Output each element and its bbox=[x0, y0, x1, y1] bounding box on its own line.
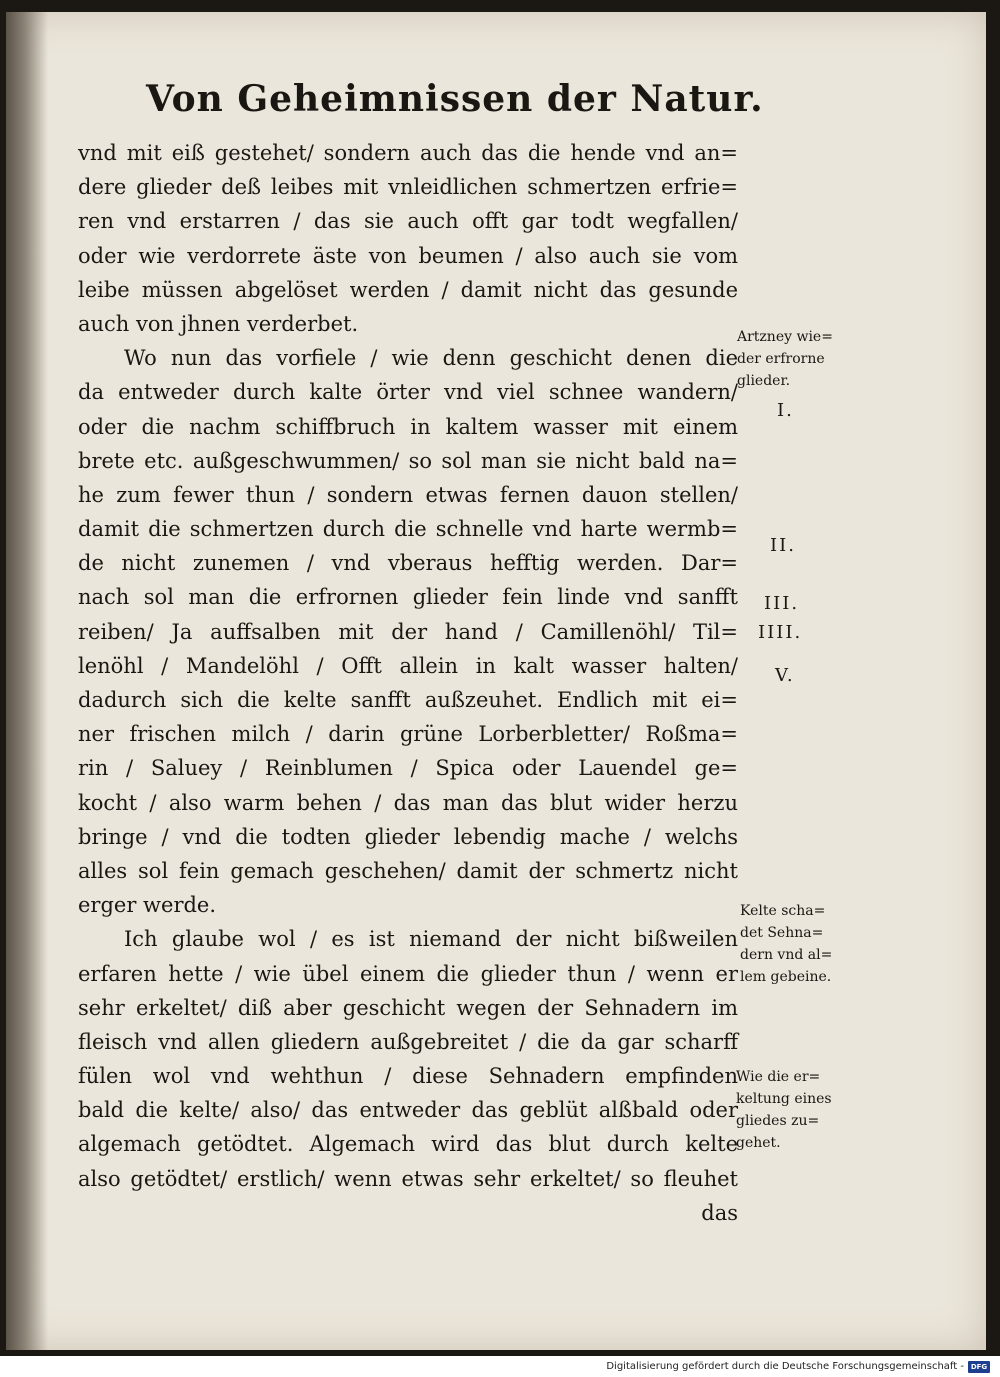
body-line: reiben/ Ja auffsalben mit der hand / Camillenöhl/ Til= bbox=[78, 619, 738, 644]
footer-bar bbox=[0, 1356, 1000, 1377]
marginal-note bbox=[740, 900, 832, 988]
body-line: leibe müssen abgelöset werden / damit nicht das gesunde bbox=[78, 277, 738, 302]
marginal-note-line: gehet. bbox=[736, 1135, 781, 1151]
body-line: ner frischen milch / darin grüne Lorberbletter/ Roßma= bbox=[78, 722, 738, 747]
body-line: Wo nun das vorfiele / wie denn geschicht denen die bbox=[124, 346, 738, 371]
body-line: oder die nachm schiffbruch in kaltem wasser mit einem bbox=[78, 414, 738, 439]
body-line: brete etc. außgeschwummen/ so sol man sie nicht bald na= bbox=[78, 448, 738, 473]
body-line: he zum fewer thun / sondern etwas fernen dauon stellen/ bbox=[78, 482, 738, 507]
section-numeral: I. bbox=[777, 400, 794, 421]
body-line: auch von jhnen verderbet. bbox=[78, 311, 359, 336]
body-line: de nicht zunemen / vnd vberaus hefftig werden. Dar= bbox=[78, 551, 738, 576]
body-line: oder wie verdorrete äste von beumen / also auch sie vom bbox=[78, 243, 738, 268]
section-numeral: II. bbox=[770, 535, 796, 556]
marginal-note-line: gliedes zu= bbox=[736, 1113, 820, 1129]
marginal-note bbox=[736, 1066, 832, 1154]
section-numeral: IIII. bbox=[758, 622, 803, 643]
body-line: ren vnd erstarren / das sie auch offt gar todt wegfallen/ bbox=[78, 209, 738, 234]
body-line: dadurch sich die kelte sanfft außzeuhet. Endlich mit ei= bbox=[78, 688, 738, 712]
body-line: da entweder durch kalte örter vnd viel schnee wandern/ bbox=[78, 380, 738, 405]
funding-notice: Digitalisierung gefördert durch die Deutsche Forschungsgemeinschaft - bbox=[606, 1361, 964, 1372]
body-text bbox=[78, 136, 738, 1230]
body-line: damit die schmertzen durch die schnelle vnd harte wermb= bbox=[78, 517, 738, 542]
body-line: erfaren hette / wie übel einem die glieder thun / wenn er bbox=[78, 961, 738, 986]
body-line: dere glieder deß leibes mit vnleidlichen schmertzen erfrie= bbox=[78, 175, 738, 200]
marginal-note-line: lem gebeine. bbox=[740, 969, 832, 985]
running-title: Von Geheimnissen der Natur. bbox=[146, 78, 764, 120]
marginal-note-line: Kelte scha= bbox=[740, 903, 826, 919]
marginal-note-line: det Sehna= bbox=[740, 925, 824, 941]
marginal-note-line: dern vnd al= bbox=[740, 947, 833, 963]
body-line: algemach getödtet. Algemach wird das blut durch kelte bbox=[78, 1132, 738, 1157]
marginal-note bbox=[737, 326, 833, 392]
section-numeral: III. bbox=[764, 593, 800, 614]
marginal-note-line: Artzney wie= bbox=[737, 329, 833, 345]
marginal-note-line: glieder. bbox=[737, 373, 791, 389]
body-line: fleisch vnd allen gliedern außgebreitet / die da gar scharff bbox=[78, 1029, 738, 1054]
catchword: das bbox=[701, 1200, 738, 1225]
body-line: bald die kelte/ also/ das entweder das geblüt alßbald oder bbox=[78, 1098, 738, 1123]
body-line: erger werde. bbox=[78, 893, 217, 918]
marginal-note-line: keltung eines bbox=[736, 1091, 832, 1107]
body-line: alles sol fein gemach geschehen/ damit der schmertz nicht bbox=[78, 858, 738, 883]
body-line: bringe / vnd die todten glieder lebendig mache / welchs bbox=[78, 824, 738, 849]
body-line: kocht / also warm behen / das man das blut wider herzu bbox=[78, 790, 738, 815]
body-line: fülen wol vnd wehthun / diese Sehnadern empfinden bbox=[78, 1064, 738, 1089]
section-numeral: V. bbox=[775, 665, 795, 686]
body-line: rin / Saluey / Reinblumen / Spica oder Lauendel ge= bbox=[78, 756, 738, 781]
dfg-logo-icon[interactable]: DFG bbox=[968, 1361, 990, 1373]
marginal-note-line: Wie die er= bbox=[736, 1069, 821, 1085]
body-line: sehr erkeltet/ diß aber geschicht wegen der Sehnadern im bbox=[78, 995, 738, 1020]
page-fold-shadow bbox=[6, 12, 48, 1350]
body-line: Ich glaube wol / es ist niemand der nicht bißweilen bbox=[124, 927, 738, 952]
body-line: vnd mit eiß gestehet/ sondern auch das die hende vnd an= bbox=[78, 141, 738, 165]
marginal-note-line: der erfrorne bbox=[737, 351, 825, 367]
body-line: lenöhl / Mandelöhl / Offt allein in kalt wasser halten/ bbox=[78, 653, 738, 678]
body-line: also getödtet/ erstlich/ wenn etwas sehr erkeltet/ so fleuhet bbox=[78, 1166, 738, 1191]
body-line: nach sol man die erfrornen glieder fein linde vnd sanfft bbox=[78, 585, 738, 610]
